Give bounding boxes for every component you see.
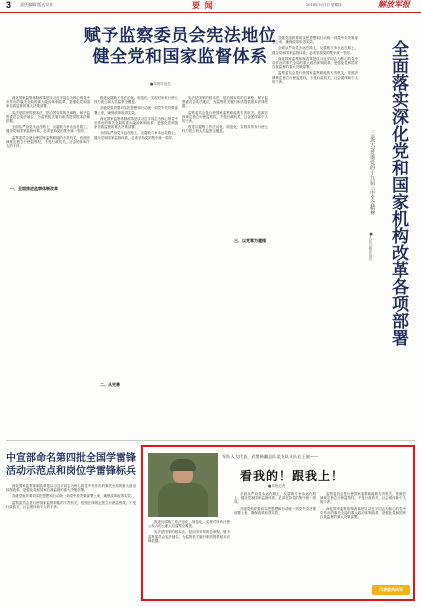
sidebar-headline: 全面落实深化党和国家机构改革各项部署 <box>388 40 408 346</box>
paragraph: 推进反腐败工作法治化、规范化，实现对所有行使公权力的公职人员监察全覆盖。 <box>94 96 178 105</box>
paragraph: 深化国家监察体制改革是以习近平同志为核心的党中央作出的事关全局的重大政治体制改革，是强化党和国家自我监督的重大决策部署。 <box>272 56 358 70</box>
feature-kicker: 军队人大代表、武警新疆总队某支队支队长王刚—— <box>222 454 319 459</box>
paragraph: 推进反腐败工作法治化、规范化，实现对所有行使公权力的公职人员监察全覆盖。 <box>148 520 230 529</box>
paragraph: 各级党组织要切实把思想和行动统一到党中央决策部署上来，确保改革取得实效。 <box>94 106 178 115</box>
article-subhead-2: 二、从完善 <box>100 382 120 387</box>
paragraph: 监察委员会是行使国家监察职能的专责机关，依照法律规定独立行使监察权，不受行政机关、社会团体和个人的干涉。 <box>6 500 136 509</box>
uniform-shape <box>158 483 208 517</box>
soldier-photo <box>148 453 218 517</box>
sidebar-text-column <box>272 36 358 436</box>
masthead-logo: 解放军报 <box>378 0 410 9</box>
paragraph: 宪法是国家的根本法，是治国安邦的总章程。赋予监察委员会宪法地位，为监察机关履行职责提供根本法律依据。 <box>6 110 90 124</box>
paragraph: 监察委员会是行使国家监察职能的专责机关，依照法律规定独立行使监察权，不受行政机关、社会团体和个人的干涉。 <box>272 71 358 84</box>
paragraph: 深化国家监察体制改革是以习近平同志为核心的党中央作出的事关全局的重大政治体制改革，是强化党和国家自我监督的重大决策部署。 <box>6 96 90 109</box>
paragraph: 各级党组织要切实把思想和行动统一到党中央决策部署上来，确保改革取得实效。 <box>272 36 358 45</box>
page-header <box>0 0 421 13</box>
paragraph: 各级党组织要切实把思想和行动统一到党中央决策部署上来，确保改革取得实效。 <box>234 506 316 515</box>
sidebar-subtitle: 三论学习贯彻党的十九届三中全会精神 <box>369 130 375 215</box>
lower-left-column <box>6 484 136 600</box>
paragraph: 监察委员会是行使国家监察职能的专责机关，依照法律规定独立行使监察权，不受行政机关、社会团体和个人的干涉。 <box>320 492 406 505</box>
feature-column-3 <box>320 492 406 582</box>
section-divider <box>6 440 415 441</box>
lead-byline: ■本报评论员 <box>150 82 171 86</box>
paragraph: 全面从严治党永远在路上，反腐败斗争永远在路上。健全党和国家监督体系，必须坚持党的集中统一领导。 <box>234 492 316 505</box>
paragraph: 深化国家监察体制改革是以习近平同志为核心的党中央作出的事关全局的重大政治体制改革，是强化党和国家自我监督的重大决策部署。 <box>94 116 178 130</box>
issue-date: 2018年3月1日 星期四 <box>306 3 342 7</box>
article-column-3 <box>182 96 268 436</box>
feature-column-2 <box>234 492 316 594</box>
article-column-1 <box>6 96 90 436</box>
article-subhead-3: 三、以党章为遵循 <box>234 238 266 243</box>
paragraph: 各级党组织要切实把思想和行动统一到党中央决策部署上来，确保改革取得实效。 <box>12 494 135 499</box>
feature-badge: 代表委员风采 <box>372 585 410 595</box>
sidebar-byline: ■人民日报评论员 <box>369 232 373 261</box>
page-number: 3 <box>6 0 12 10</box>
paragraph: 监察委员会是行使国家监察职能的专责机关，依照法律规定独立行使监察权，不受行政机关、社会团体和个人的干涉。 <box>6 135 90 149</box>
paragraph: 宪法是国家的根本法，是治国安邦的总章程。赋予监察委员会宪法地位，为监察机关履行职责提供根本法律依据。 <box>148 530 230 543</box>
article-subhead-1: 一、全面推进监察体制改革 <box>10 186 58 191</box>
feature-headline: 看我的！跟我上！ <box>240 469 345 483</box>
feature-column-1 <box>148 520 230 594</box>
sidebar-article <box>363 36 415 436</box>
helmet-shape <box>170 459 196 471</box>
paragraph: 全面从严治党永远在路上，反腐败斗争永远在路上。健全党和国家监督体系，必须坚持党的集中统一领导。 <box>6 125 90 134</box>
paragraph: 深化国家监察体制改革是以习近平同志为核心的党中央作出的事关全局的重大政治体制改革，是强化党和国家自我监督的重大决策部署。 <box>320 506 406 520</box>
section-title: 要 闻 <box>192 1 214 10</box>
paragraph: 全面从严治党永远在路上，反腐败斗争永远在路上。健全党和国家监督体系，必须坚持党的集中统一领导。 <box>272 46 358 55</box>
lead-headline-line-2: 健全党和国家监督体系 <box>92 47 268 67</box>
feature-byline: ■本报记者 <box>268 484 286 488</box>
edition-line: 责任编辑 版式设计 <box>20 2 54 7</box>
paragraph: 宪法是国家的根本法，是治国安邦的总章程。赋予监察委员会宪法地位，为监察机关履行职责提供根本法律依据。 <box>182 96 268 109</box>
paragraph: 深化国家监察体制改革是以习近平同志为核心的党中央作出的事关全局的重大政治体制改革，是强化党和国家自我监督的重大决策部署。 <box>6 484 136 493</box>
lead-headline <box>60 26 300 68</box>
lead-headline-line-1: 赋予监察委员会宪法地位 <box>83 26 277 46</box>
paragraph: 推进反腐败工作法治化、规范化，实现对所有行使公权力的公职人员监察全覆盖。 <box>182 125 268 134</box>
lower-left-headline: 中宣部命名第四批全国学雷锋活动示范点和岗位学雷锋标兵 <box>6 453 136 477</box>
paragraph: 监察委员会是行使国家监察职能的专责机关，依照法律规定独立行使监察权，不受行政机关、社会团体和个人的干涉。 <box>182 110 268 124</box>
paragraph: 全面从严治党永远在路上，反腐败斗争永远在路上。健全党和国家监督体系，必须坚持党的集中统一领导。 <box>94 131 178 140</box>
